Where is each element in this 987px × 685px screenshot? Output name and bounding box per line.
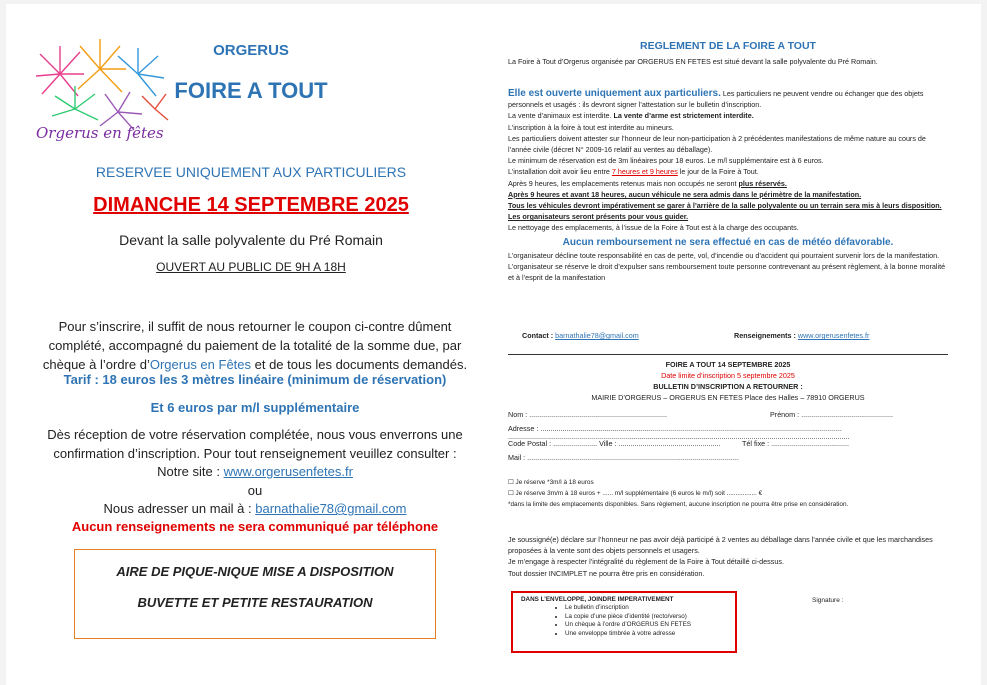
declaration-commit: Je m’engage à respecter l’intégralité du règlement de la Foire à Tout détaillé ci-dessus. [508, 557, 784, 567]
rules-after9 [508, 178, 948, 189]
signature-label: Signature : [812, 597, 844, 604]
info-label: Renseignements : [734, 331, 798, 340]
field-postal-city[interactable]: Code Postal : ...................... Ville : ................................................... [508, 439, 721, 448]
rules-after9-text: Après 9 heures, les emplacements retenus mais non occupés ne seront [508, 178, 739, 188]
declaration-incomplete: Tout dossier INCIMPLET ne pourra être pris en considération. [508, 568, 705, 578]
amenities-box [74, 549, 436, 639]
rules-animals-text: La vente d’animaux est interdite. [508, 111, 614, 121]
field-firstname[interactable]: Prénom : .............................................. [770, 410, 894, 419]
registration-text: Pour s’inscrire, il suffit de nous retourner le coupon ci-contre dûment complété, accompagné du paiement de la totalité de la somme due, par chèque à l’ordre d’ [42, 319, 462, 372]
rules-open-rest: Les particuliers ne peuvent vendre ou échanger que des objets personnels et usagés : ils devront signer l’attestation sur le bulletin d’inscription. [508, 89, 924, 110]
rules-weapons-text: La vente d’arme est strictement interdite. [613, 111, 754, 121]
contact-email-link[interactable]: barnathalie78@gmail.com [555, 331, 639, 340]
rules-install-text: L’installation doit avoir lieu entre [508, 167, 612, 177]
field-address-2[interactable]: ........................................................................................................................................................................... [508, 432, 850, 441]
declaration [508, 534, 948, 579]
form-bulletin: BULLETIN D’INSCRIPTION A RETOURNER : [653, 382, 803, 391]
price-extra-line: Et 6 euros par m/l supplémentaire [150, 400, 360, 415]
info-website-link[interactable]: www.orgerusenfetes.fr [797, 331, 870, 340]
info-line [734, 330, 944, 341]
organizer-name: Orgerus en Fêtes [149, 357, 252, 372]
rules-cleaning: Le nettoyage des emplacements, à l’issue de la Foire à Tout est à la charge des occupants. [508, 223, 799, 233]
registration-text-end: et de tous les documents demandés. [251, 357, 468, 372]
envelope-item: • Le bulletin d’inscription [565, 604, 735, 613]
website-label: Notre site : [157, 464, 224, 479]
contact-label: Contact : [522, 331, 556, 340]
logo-text: Orgerus en fêtes [36, 124, 164, 142]
rules-parking: Tous les véhicules devront impérativement se garer à l’arrière de la salle polyvalente ou un terrain sera mis à leurs disposition. Les organisateurs seront présents pour vous guider. [508, 201, 942, 222]
form-address: MAIRIE D’ORGERUS – ORGERUS EN FETES Place des Halles – 78910 ORGERUS [591, 393, 865, 402]
town-title: ORGERUS [213, 42, 289, 59]
rules-title: REGLEMENT DE LA FOIRE A TOUT [640, 40, 816, 52]
rules-install-hours: 7 heures et 9 heures [611, 167, 678, 177]
document-page [6, 4, 981, 685]
price-line: Tarif : 18 euros les 3 mètres linéaire (minimum de réservation) [63, 372, 447, 387]
event-location: Devant la salle polyvalente du Pré Romain [119, 232, 383, 248]
envelope-item: • Une enveloppe timbrée à votre adresse [565, 630, 735, 639]
rules-open-bold: Elle est ouverte uniquement aux particuliers. [508, 88, 721, 99]
rules-refund: Aucun remboursement ne sera effectué en cas de météo défavorable. [562, 236, 894, 248]
form-deadline: Date limite d’inscription 5 septembre 2025 [661, 371, 795, 380]
divider [508, 354, 948, 355]
option-2[interactable]: ☐ Je réserve 3m/m à 18 euros + ...... m/l supplémentaire (6 euros le m/l) soit ................. € [508, 490, 763, 497]
declaration-honor: Je soussigné(e) déclare sur l’honneur ne pas avoir déjà participé à 2 ventes au déballage dans l’année civile et que les marchandises proposées à la vente sont des objets personnels et usagers. [508, 535, 933, 556]
no-phone-notice: Aucun renseignements ne sera communiqué par téléphone [71, 519, 439, 534]
rules-install-end: le jour de la Foire à Tout. [677, 167, 759, 177]
option-note: *dans la limite des emplacements disponibles. Sans règlement, aucune inscription ne pourra être prise en considération. [508, 501, 849, 508]
field-phone[interactable]: Tél fixe : ....................................... [742, 439, 850, 448]
email-label: Nous adresser un mail à : [103, 501, 256, 516]
picnic-area: AIRE DE PIQUE-NIQUE MISE A DISPOSITION [116, 564, 394, 579]
rules-minimum: Le minimum de réservation est de 3m linéaires pour 18 euros. Le m/l supplémentaire est à 6 euros. [508, 156, 824, 166]
field-email[interactable]: Mail : .......................................................................................................... [508, 453, 739, 462]
envelope-item: • Un chèque à l’ordre d’ORGERUS EN FETES [565, 621, 735, 630]
rules-open [508, 88, 948, 110]
website-link[interactable]: www.orgerusenfetes.fr [223, 464, 353, 479]
rules-attest: Les particuliers doivent attester sur l’honneur de leur non-participation à 2 précédentes manifestations de même nature au cours de l’année civile (décret N° 2009-16 relatif au ventes au déballage). [508, 133, 926, 155]
or-text: ou [247, 483, 263, 498]
confirmation-paragraph: Dès réception de votre réservation complétée, nous vous enverrons une confirmation d’inscription. Pour tout renseignement veuillez consulter : [47, 427, 463, 461]
registration-paragraph [30, 317, 480, 374]
envelope-title: DANS L’ENVELOPPE, JOINDRE IMPERATIVEMENT [521, 596, 674, 603]
email-link[interactable]: barnathalie78@gmail.com [255, 501, 407, 516]
option-1[interactable]: ☐ Je réserve *3m/l à 18 euros [508, 479, 594, 486]
form-title: FOIRE A TOUT 14 SEPTEMBRE 2025 [665, 360, 791, 369]
rules-intro: La Foire à Tout d’Orgerus organisée par ORGERUS EN FETES est situé devant la salle polyvalente du Pré Romain. [508, 57, 878, 66]
event-title: FOIRE A TOUT [174, 78, 328, 103]
rules-install [508, 166, 948, 177]
refreshments: BUVETTE ET PETITE RESTAURATION [137, 595, 373, 610]
rules-vehicles: Après 9 heures et avant 18 heures, aucun véhicule ne sera admis dans le périmètre de la manifestation. [508, 189, 862, 199]
website-line [30, 462, 480, 481]
opening-hours: OUVERT AU PUBLIC DE 9H A 18H [156, 260, 346, 274]
reserved-notice: RESERVEE UNIQUEMENT AUX PARTICULIERS [95, 164, 407, 180]
rules-liability: L’organisateur décline toute responsabilité en cas de perte, vol, d’incendie ou d’accident qui pourraient survenir lors de la manifestation. L’organisateur se réserve le droit d’expulser sans remboursement toute personne contrevenant au présent règlement, à la bonne moralité et à l’esprit de la manifestation [508, 250, 946, 283]
envelope-checklist [511, 591, 737, 653]
field-address[interactable]: Adresse : ....................................................................................................................................................... [508, 424, 842, 433]
rules-after9-bold: plus réservés. [738, 178, 787, 188]
field-name[interactable]: Nom : ..................................................................... [508, 410, 667, 419]
envelope-list [513, 604, 735, 638]
event-date: DIMANCHE 14 SEPTEMBRE 2025 [93, 194, 409, 216]
rules-minors: L’inscription à la foire à tout est interdite au mineurs. [508, 122, 674, 132]
envelope-item: • La copie d’une pièce d’identité (recto/verso) [565, 613, 735, 622]
email-line [30, 499, 480, 518]
rules-animals [508, 110, 948, 121]
rules-body [508, 88, 948, 283]
